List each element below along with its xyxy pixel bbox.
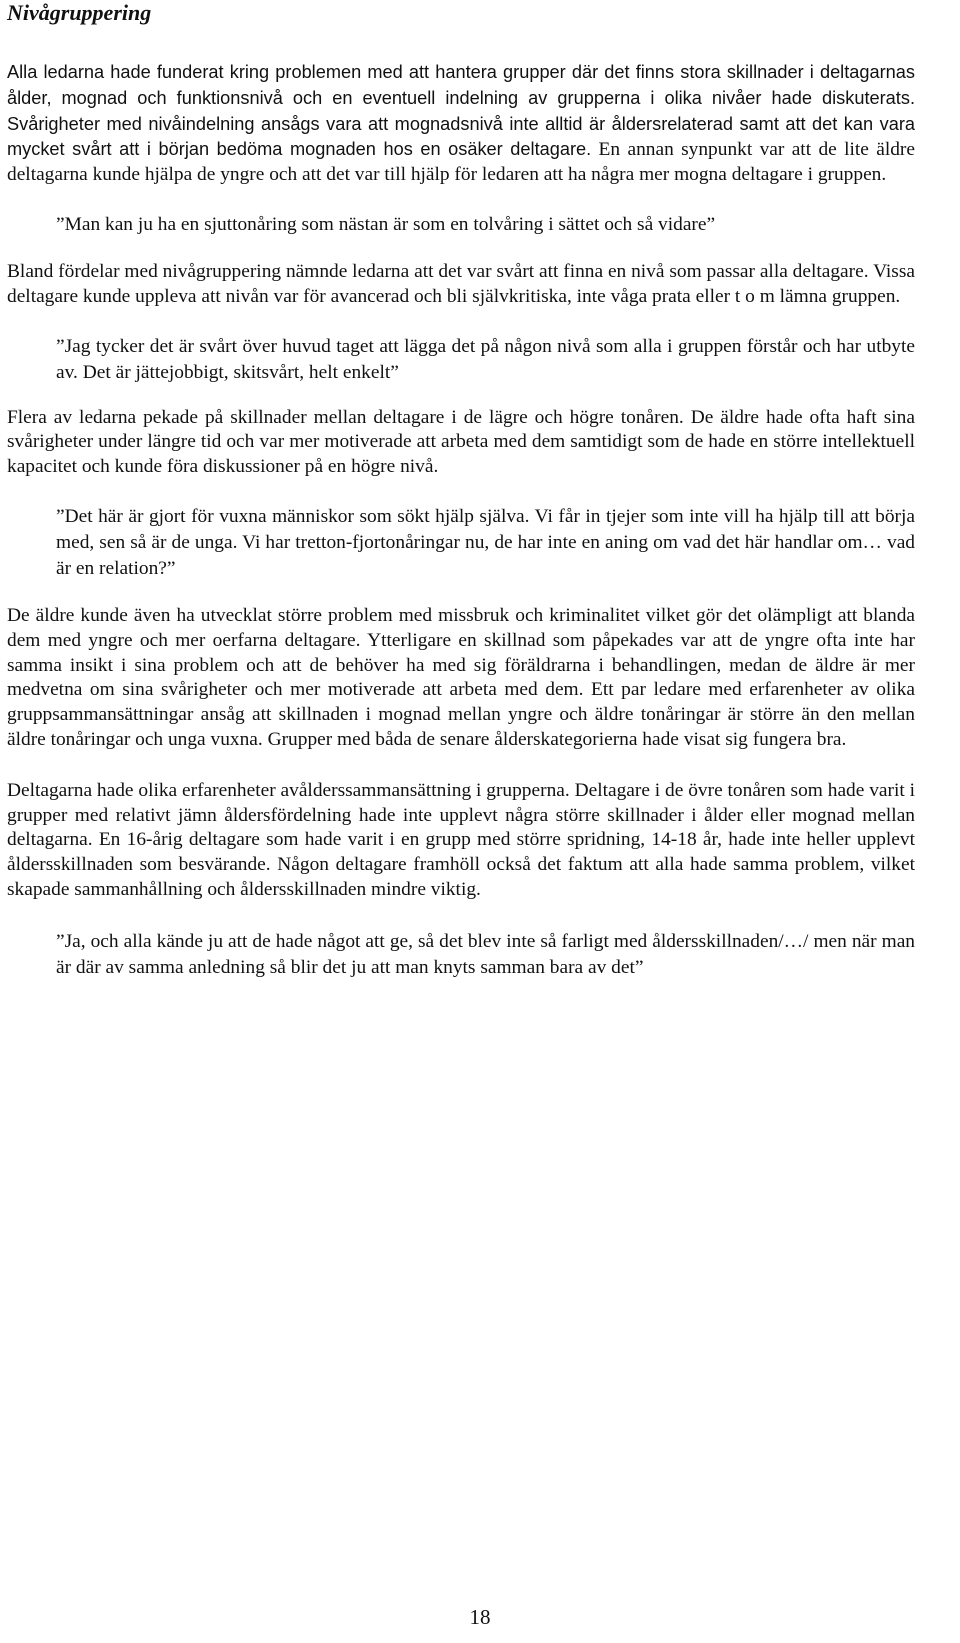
spacer bbox=[7, 26, 915, 56]
quote-alla-kande bbox=[7, 929, 915, 981]
spacer bbox=[7, 238, 915, 260]
paragraph-aldre-problem: De äldre kunde även ha utvecklat större problem med missbruk och kriminalitet vilket gör det olämpligt att blanda dem med yngre och mer oerfarna deltagare. Ytterligare en skillnad som påpekades var att de yngre ofta inte har samma insikt i sina problem och att de behöver ha med sig föräldrarna i behandlingen, medan de äldre är mer medvetna om sina svårigheter och mer motiverade att arbeta med dem. Ett par ledare med erfarenheter av olika gruppsammansättningar ansåg att skillnaden i mognad mellan yngre och äldre tonåringar är större än den mellan äldre tonåringar och unga vuxna. Grupper med båda de senare ålderskategorierna hade visat sig fungera bra. bbox=[7, 604, 915, 750]
paragraph-skillnader-tonaren: Flera av ledarna pekade på skillnader mellan deltagare i de lägre och högre tonåren. De äldre hade ofta haft sina svårigheter under längre tid och var mer motiverade att arbeta med dem samtidigt som de hade en större intellektuell kapacitet och kunde föra diskussioner på en högre nivå. bbox=[7, 406, 915, 478]
quote-text: ”Det här är gjort för vuxna människor som sökt hjälp själva. Vi får in tjejer som inte vill ha hjälp till att börja med, sen så är de unga. Vi har tretton-fjortonåringar nu, de har inte en aning om vad det här handlar om… vad är en relation?” bbox=[56, 505, 915, 579]
quote-text: ”Jag tycker det är svårt över huvud taget att lägga det på någon nivå som alla i gruppen förstår och har utbyte av. Det är jättejobbigt, skitsvårt, helt enkelt” bbox=[56, 335, 915, 383]
spacer bbox=[7, 188, 915, 212]
page-number bbox=[0, 1605, 960, 1629]
quote-text: ”Ja, och alla kände ju att de hade något att ge, så det blev inte så farligt med åldersskillnaden/…/ men när man är där av samma anledning så blir det ju att man knyts samman bara av det” bbox=[56, 930, 915, 978]
paragraph-niva-intro-part-a: Alla ledarna hade funderat kring problemen med att hantera grupper där det finns stora skillnader i deltagarnas ålder, mognad och funktionsnivå och en eventuell indelning av grupperna i olika nivåer hade diskuterats. Svårigheter med nivåindelning ansågs vara att mognadsnivå inte alltid är åldersrelaterad samt att det kan vara mycket svårt att i början bedöma mognaden hos en osäker deltagare. bbox=[7, 62, 915, 160]
paragraph-fordelar: Bland fördelar med nivågruppering nämnde ledarna att det var svårt att finna en nivå som passar alla deltagare. Vissa deltagare kunde uppleva att nivån var för avancerad och bli självkritiska, inte våga prata eller t o m lämna gruppen. bbox=[7, 260, 915, 307]
paragraph-niva-intro-part-b: En annan synpunkt var att de lite äldre deltagarna kunde hjälpa de yngre och att det var till hjälp för ledaren att ha några mer mogna deltagare i gruppen. bbox=[7, 139, 915, 186]
spacer bbox=[7, 310, 915, 334]
quote-text: ”Man kan ju ha en sjuttonåring som nästan är som en tolvåring i sättet och så vidare” bbox=[56, 213, 716, 235]
section-heading: Nivågruppering bbox=[7, 0, 152, 25]
spacer bbox=[7, 582, 915, 604]
paragraph-niva-intro bbox=[7, 60, 915, 188]
quote-sjuttonaring bbox=[7, 212, 915, 238]
paragraph-erfarenheter: Deltagarna hade olika erfarenheter avålderssammansättning i grupperna. Deltagare i de övre tonåren som hade varit i grupper med relativt jämn åldersfördelning hade inte upplevt några större skillnader i ålder eller mognad mellan deltagarna. En 16-årig deltagare som hade varit i en grupp med större spridning, 14-18 år, hade inte heller upplevt åldersskillnaden som besvärande. Någon deltagare framhöll också det faktum att alla hade samma problem, vilket skapade sammanhållning och åldersskillnaden mindre viktig. bbox=[7, 779, 915, 900]
quote-vuxna-manniskor bbox=[7, 504, 915, 582]
spacer bbox=[7, 480, 915, 504]
quote-svart-niva bbox=[7, 334, 915, 386]
spacer bbox=[7, 753, 915, 779]
page-number-text: 18 bbox=[469, 1605, 491, 1629]
document-page bbox=[7, 0, 915, 981]
spacer bbox=[7, 386, 915, 406]
spacer bbox=[7, 903, 915, 929]
